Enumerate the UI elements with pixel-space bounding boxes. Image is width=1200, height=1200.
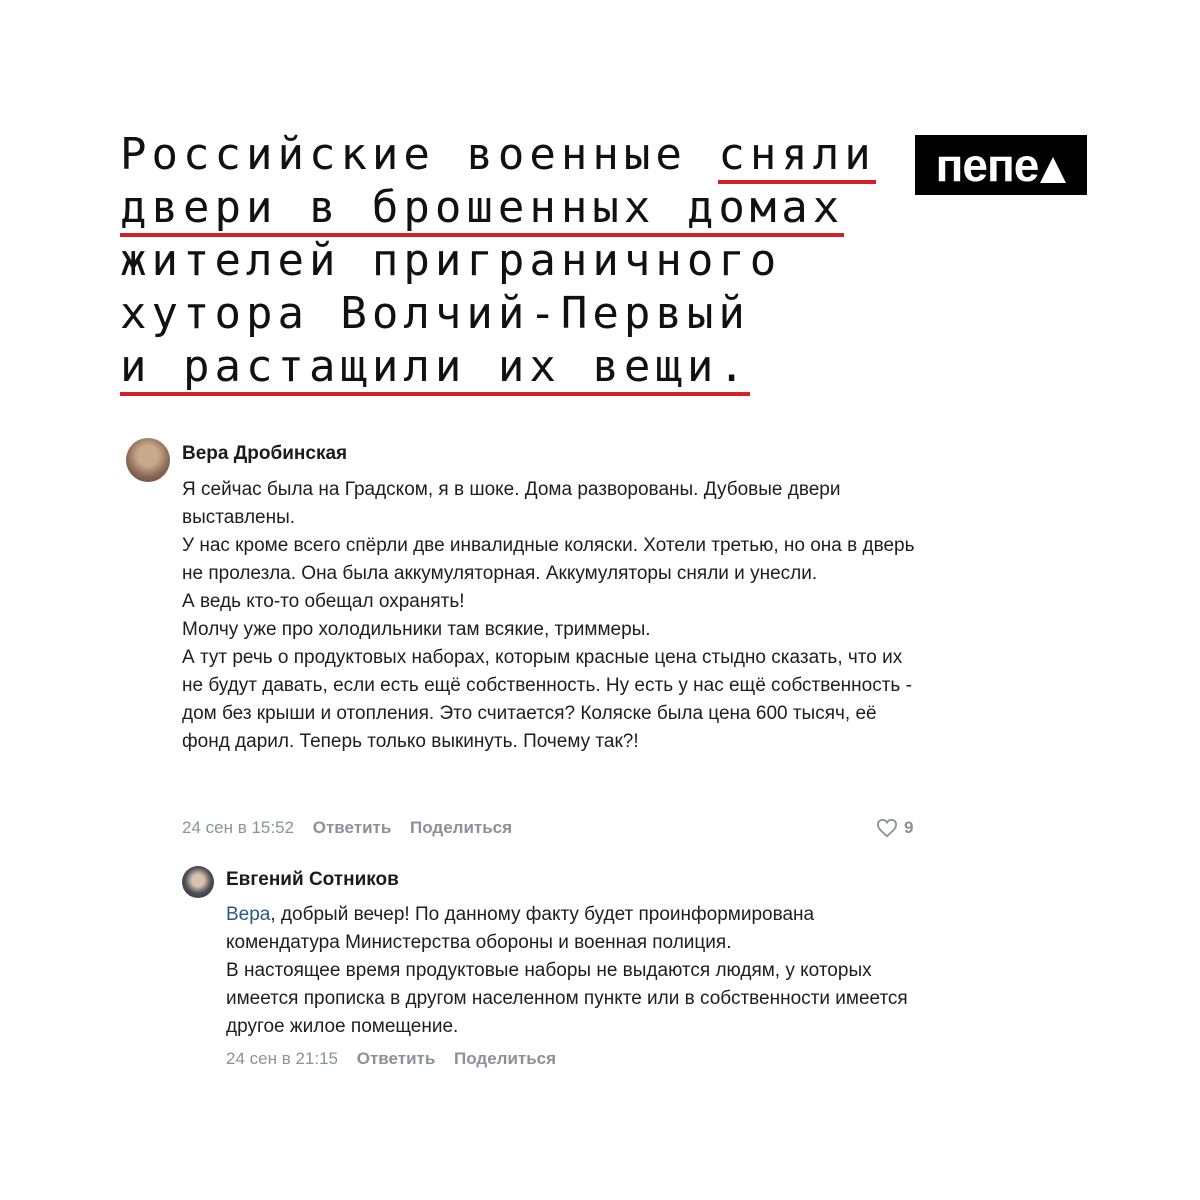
like-count: 9 bbox=[904, 818, 914, 837]
reply-button[interactable]: Ответить bbox=[312, 818, 392, 837]
headline-line-3 bbox=[120, 234, 880, 287]
headline bbox=[120, 128, 880, 393]
comment-author[interactable]: Вера Дробинская bbox=[182, 443, 348, 464]
headline-line-2 bbox=[120, 181, 880, 234]
headline-text: хутора Волчий-Первый bbox=[120, 288, 750, 339]
comment-paragraph: Молчу уже про холодильники там всякие, триммеры. bbox=[182, 619, 651, 640]
comment-author[interactable]: Евгений Сотников bbox=[226, 869, 399, 890]
logo-text: пепе bbox=[935, 139, 1039, 191]
heart-icon bbox=[876, 818, 898, 838]
reply-button[interactable]: Ответить bbox=[356, 1049, 436, 1068]
comment-timestamp[interactable]: 24 сен в 21:15 bbox=[226, 1049, 338, 1068]
headline-underlined-text: сняли bbox=[718, 129, 875, 184]
mention-link[interactable]: Вера bbox=[226, 904, 271, 925]
share-button[interactable]: Поделиться bbox=[454, 1049, 557, 1068]
avatar[interactable] bbox=[182, 866, 214, 898]
logo-triangle-icon bbox=[1040, 157, 1066, 183]
comment-paragraph: Я сейчас была на Градском, я в шоке. Дома разворованы. Дубовые двери выставлены. bbox=[182, 479, 841, 528]
comment-paragraph: А тут речь о продуктовых наборах, которым красные цена стыдно сказать, что их не будут давать, если есть ещё собственность. Ну есть у нас ещё собственность - дом без крыши и отопления. Это считается? Коляске была цена 600 тысяч, её фонд дарил. Теперь только выкинуть. Почему так?! bbox=[182, 647, 912, 752]
comment-text: , добрый вечер! По данному факту будет проинформирована комендатура Министерства обороны и военная полиция. bbox=[226, 904, 815, 953]
headline-line-1 bbox=[120, 128, 880, 181]
comment-paragraph bbox=[226, 901, 916, 957]
comment-timestamp[interactable]: 24 сен в 15:52 bbox=[182, 818, 294, 837]
comment-meta bbox=[182, 818, 512, 838]
share-button[interactable]: Поделиться bbox=[410, 818, 513, 837]
comment-paragraph: А ведь кто-то обещал охранять! bbox=[182, 591, 465, 612]
headline-text: Российские военные bbox=[120, 129, 719, 180]
comment-paragraph: У нас кроме всего спёрли две инвалидные коляски. Хотели третью, но она в дверь не пролезла. Она была аккумуляторная. Аккумуляторы сняли и унесли. bbox=[182, 535, 915, 584]
headline-underlined-text: и растащили их вещи. bbox=[120, 341, 750, 396]
brand-logo bbox=[915, 135, 1087, 195]
like-button[interactable] bbox=[876, 818, 913, 838]
comment-meta bbox=[226, 1049, 556, 1069]
headline-line-5 bbox=[120, 340, 880, 393]
headline-line-4 bbox=[120, 287, 880, 340]
headline-text: жителей приграничного bbox=[120, 235, 782, 286]
comment-body bbox=[226, 901, 916, 1041]
comment-body bbox=[182, 476, 927, 756]
comment-paragraph: В настоящее время продуктовые наборы не выдаются людям, у которых имеется прописка в другом населенном пункте или в собственности имеется другое жилое помещение. bbox=[226, 960, 908, 1037]
headline-underlined-text: двери в брошенных домах bbox=[120, 182, 844, 237]
avatar[interactable] bbox=[126, 438, 170, 482]
